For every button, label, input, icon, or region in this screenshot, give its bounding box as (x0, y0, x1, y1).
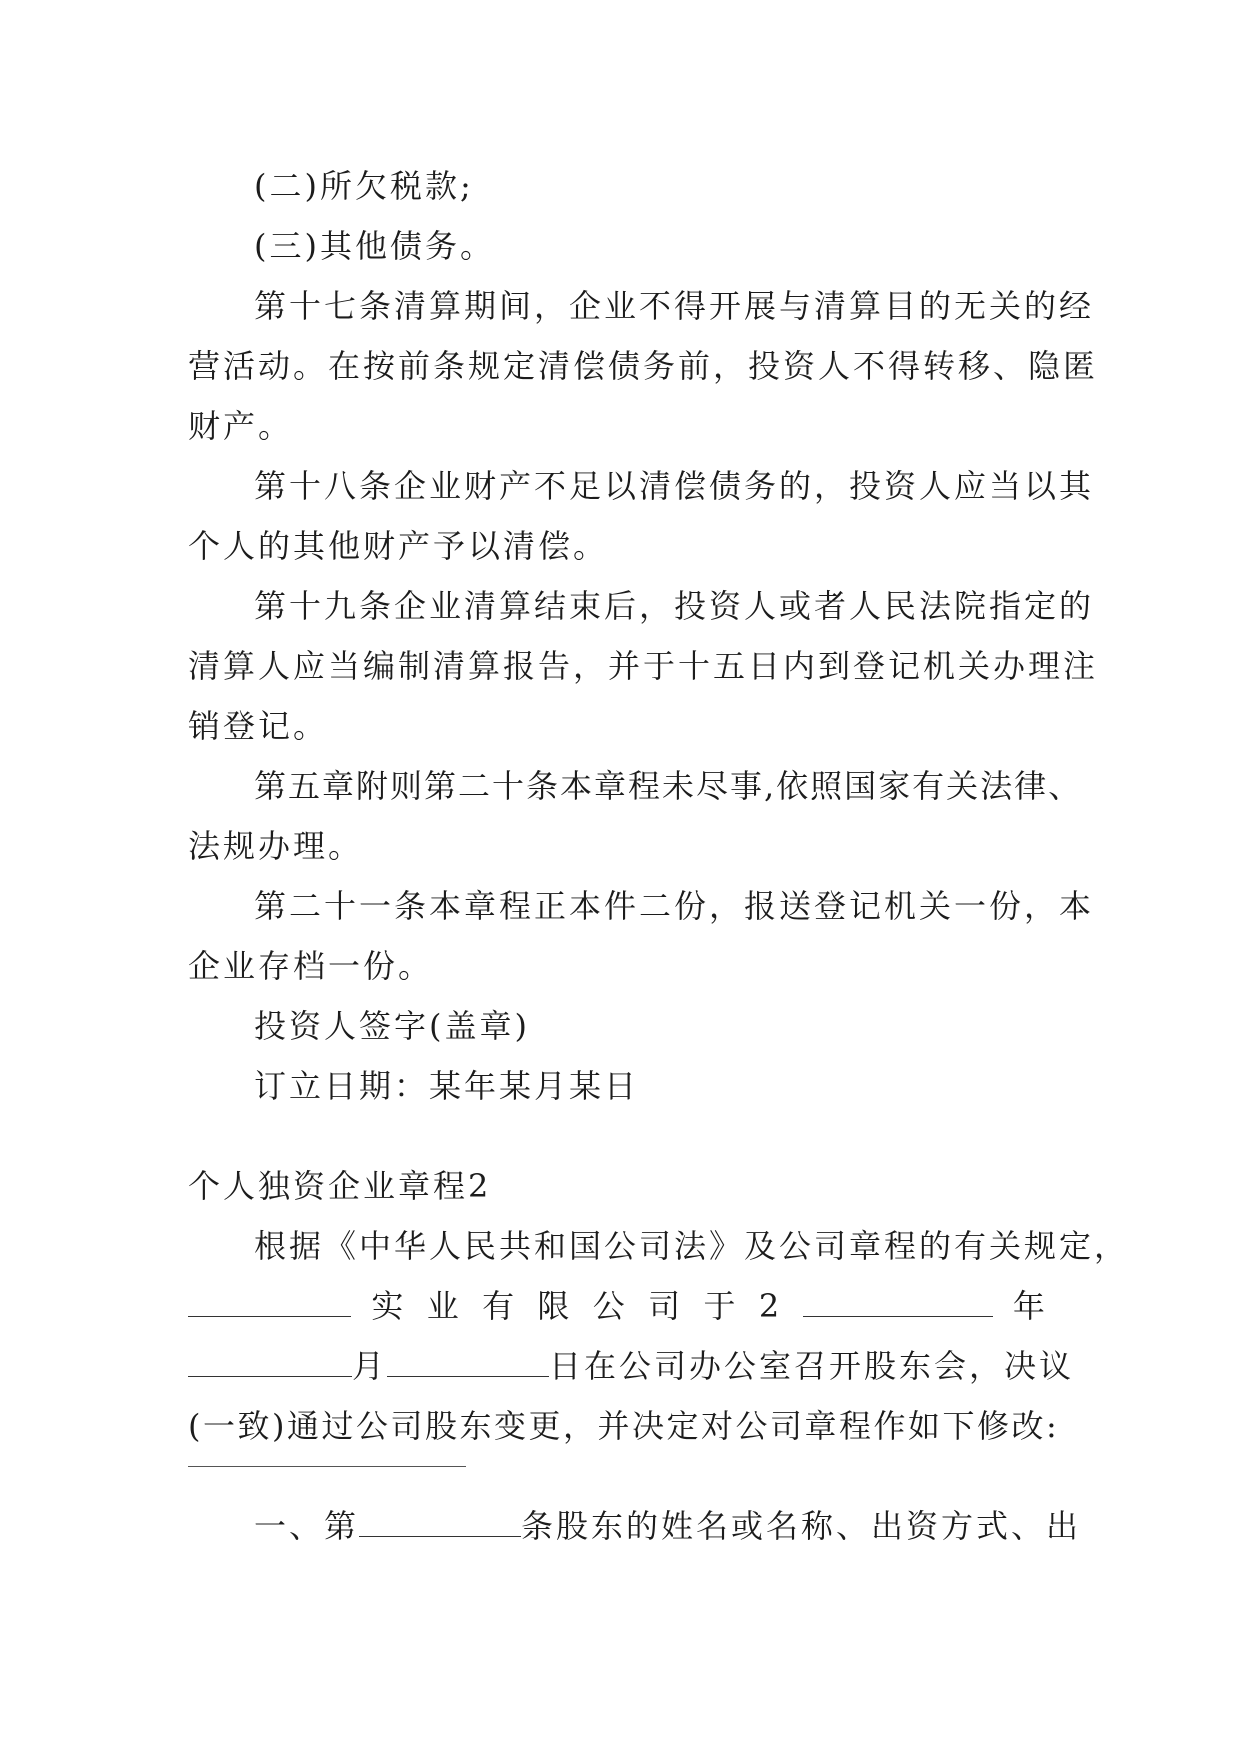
text-line: (二)所欠税款; (254, 167, 474, 205)
blank-field-amendment[interactable] (188, 1466, 466, 1467)
text-line: 根据《中华人民共和国公司法》及公司章程的有关规定， (254, 1227, 1130, 1265)
text-line: 第二十一条本章程正本件二份，报送登记机关一份，本 (254, 887, 1095, 925)
blank-field-day[interactable] (387, 1346, 549, 1377)
blank-field-month[interactable] (188, 1346, 352, 1377)
blank-field-year[interactable] (803, 1286, 993, 1317)
form-line-1: 实 业 有 限 公 司 于 2 年 (188, 1286, 1048, 1326)
text-line: 财产。 (188, 407, 294, 445)
text-line: 第十八条企业财产不足以清偿债务的，投资人应当以其 (254, 467, 1095, 505)
text-line: 企业存档一份。 (188, 947, 434, 985)
date-line: 订立日期：某年某月某日 (254, 1067, 640, 1105)
text-line: 个人的其他财产予以清偿。 (188, 527, 609, 565)
form-line-4: 一、第 条股东的姓名或名称、出资方式、出 (254, 1507, 1082, 1545)
section-title: 个人独资企业章程2 (188, 1167, 492, 1205)
text-line: (三)其他债务。 (254, 227, 495, 265)
text-line: 法规办理。 (188, 827, 364, 865)
text-line: 第十九条企业清算结束后，投资人或者人民法院指定的 (254, 587, 1095, 625)
blank-field-company[interactable] (188, 1286, 351, 1317)
signature-line: 投资人签字(盖章) (254, 1007, 530, 1045)
form-line-3: (一致)通过公司股东变更，并决定对公司章程作如下修改: (188, 1407, 1060, 1445)
text-line: 第十七条清算期间，企业不得开展与清算目的无关的经 (254, 287, 1095, 325)
blank-field-article[interactable] (359, 1506, 521, 1537)
text-line: 营活动。在按前条规定清偿债务前，投资人不得转移、隐匿 (188, 347, 1099, 385)
text-line: 清算人应当编制清算报告，并于十五日内到登记机关办理注 (188, 647, 1099, 685)
text-line: 销登记。 (188, 707, 329, 745)
text-line: 第五章附则第二十条本章程未尽事,依照国家有关法律、 (254, 767, 1083, 805)
form-line-2: 月 日在公司办公室召开股东会，决议 (188, 1346, 1074, 1386)
